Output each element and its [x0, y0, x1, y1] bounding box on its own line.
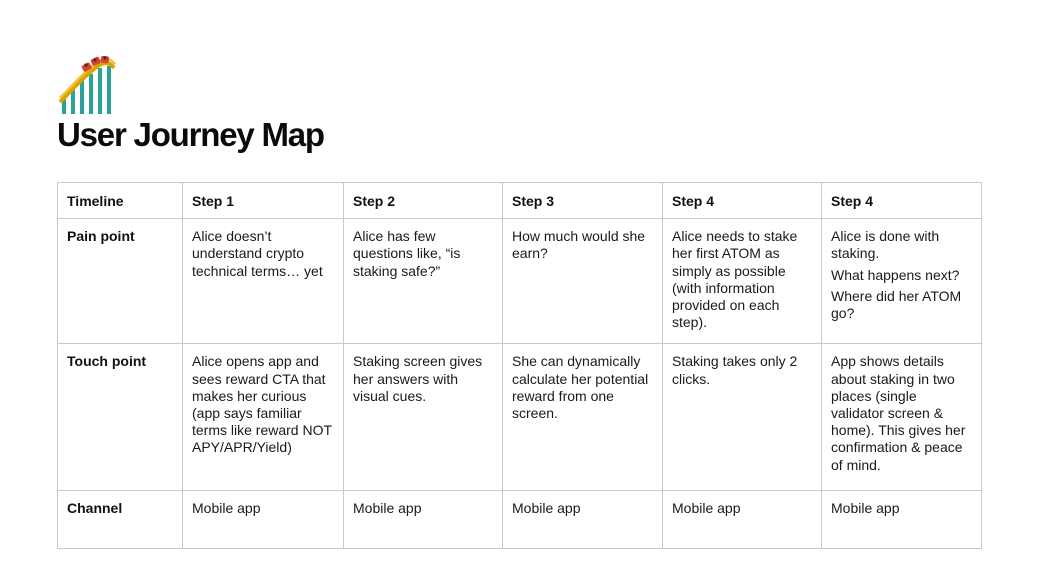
row-label-pain-point: Pain point: [58, 219, 183, 344]
channel-step-1: [183, 491, 344, 549]
cell-text: App shows details about staking in two places (single validator screen & home). This gives her confirmation & peace of mind.: [831, 353, 966, 473]
cell-text: Mobile app: [672, 500, 741, 517]
header-step-3: Step 3: [503, 183, 663, 219]
touch-point-step-3: [503, 344, 663, 491]
cell-text: Mobile app: [192, 500, 261, 517]
touch-point-step-1: [183, 344, 344, 491]
cell-text: She can dynamically calculate her potential reward from one screen.: [512, 353, 649, 422]
cell-text: Mobile app: [831, 500, 900, 517]
channel-step-4b: [822, 491, 982, 549]
header-step-2: Step 2: [344, 183, 503, 219]
header-step-1: Step 1: [183, 183, 344, 219]
pain-point-step-4: [663, 219, 822, 344]
channel-step-3: [503, 491, 663, 549]
cell-text: Staking screen gives her answers with visual cues.: [353, 353, 483, 404]
cell-text: How much would she earn?: [512, 228, 646, 262]
cell-text: Where did her ATOM go?: [831, 287, 962, 322]
cell-text: Alice needs to stake her first ATOM as simply as possible (with information provided on each step).: [672, 228, 798, 331]
cell-text: Mobile app: [353, 500, 422, 517]
cell-text: Alice opens app and sees reward CTA that makes her curious (app says familiar terms like reward NOT APY/APR/Yield): [192, 353, 332, 456]
row-label-channel: Channel: [58, 491, 183, 549]
cell-text: Alice has few questions like, “is staking safe?”: [353, 228, 461, 279]
channel-step-2: [344, 491, 503, 549]
table-header-row: [58, 183, 982, 219]
touch-point-step-4b: [822, 344, 982, 491]
header-step-4: Step 4: [663, 183, 822, 219]
touch-point-step-2: [344, 344, 503, 491]
journey-table: [57, 182, 982, 549]
cell-text: What happens next?: [831, 266, 960, 283]
row-label-touch-point: Touch point: [58, 344, 183, 491]
pain-point-step-4b: [822, 219, 982, 344]
touch-point-step-4: [663, 344, 822, 491]
roller-coaster-icon: [58, 56, 118, 114]
pain-point-step-1: [183, 219, 344, 344]
pain-point-step-3: [503, 219, 663, 344]
cell-text: Staking takes only 2 clicks.: [672, 353, 798, 387]
table-row-touch-point: [58, 344, 982, 491]
table-row-channel: [58, 491, 982, 549]
header-timeline: Timeline: [58, 183, 183, 219]
channel-step-4: [663, 491, 822, 549]
page-title: User Journey Map: [57, 116, 324, 153]
cell-text: Alice is done with staking.: [831, 228, 940, 262]
cell-text: Mobile app: [512, 500, 581, 517]
table-row-pain-point: [58, 219, 982, 344]
pain-point-step-2: [344, 219, 503, 344]
cell-text: Alice doesn’t understand crypto technical terms… yet: [192, 228, 323, 279]
header-step-4b: Step 4: [822, 183, 982, 219]
